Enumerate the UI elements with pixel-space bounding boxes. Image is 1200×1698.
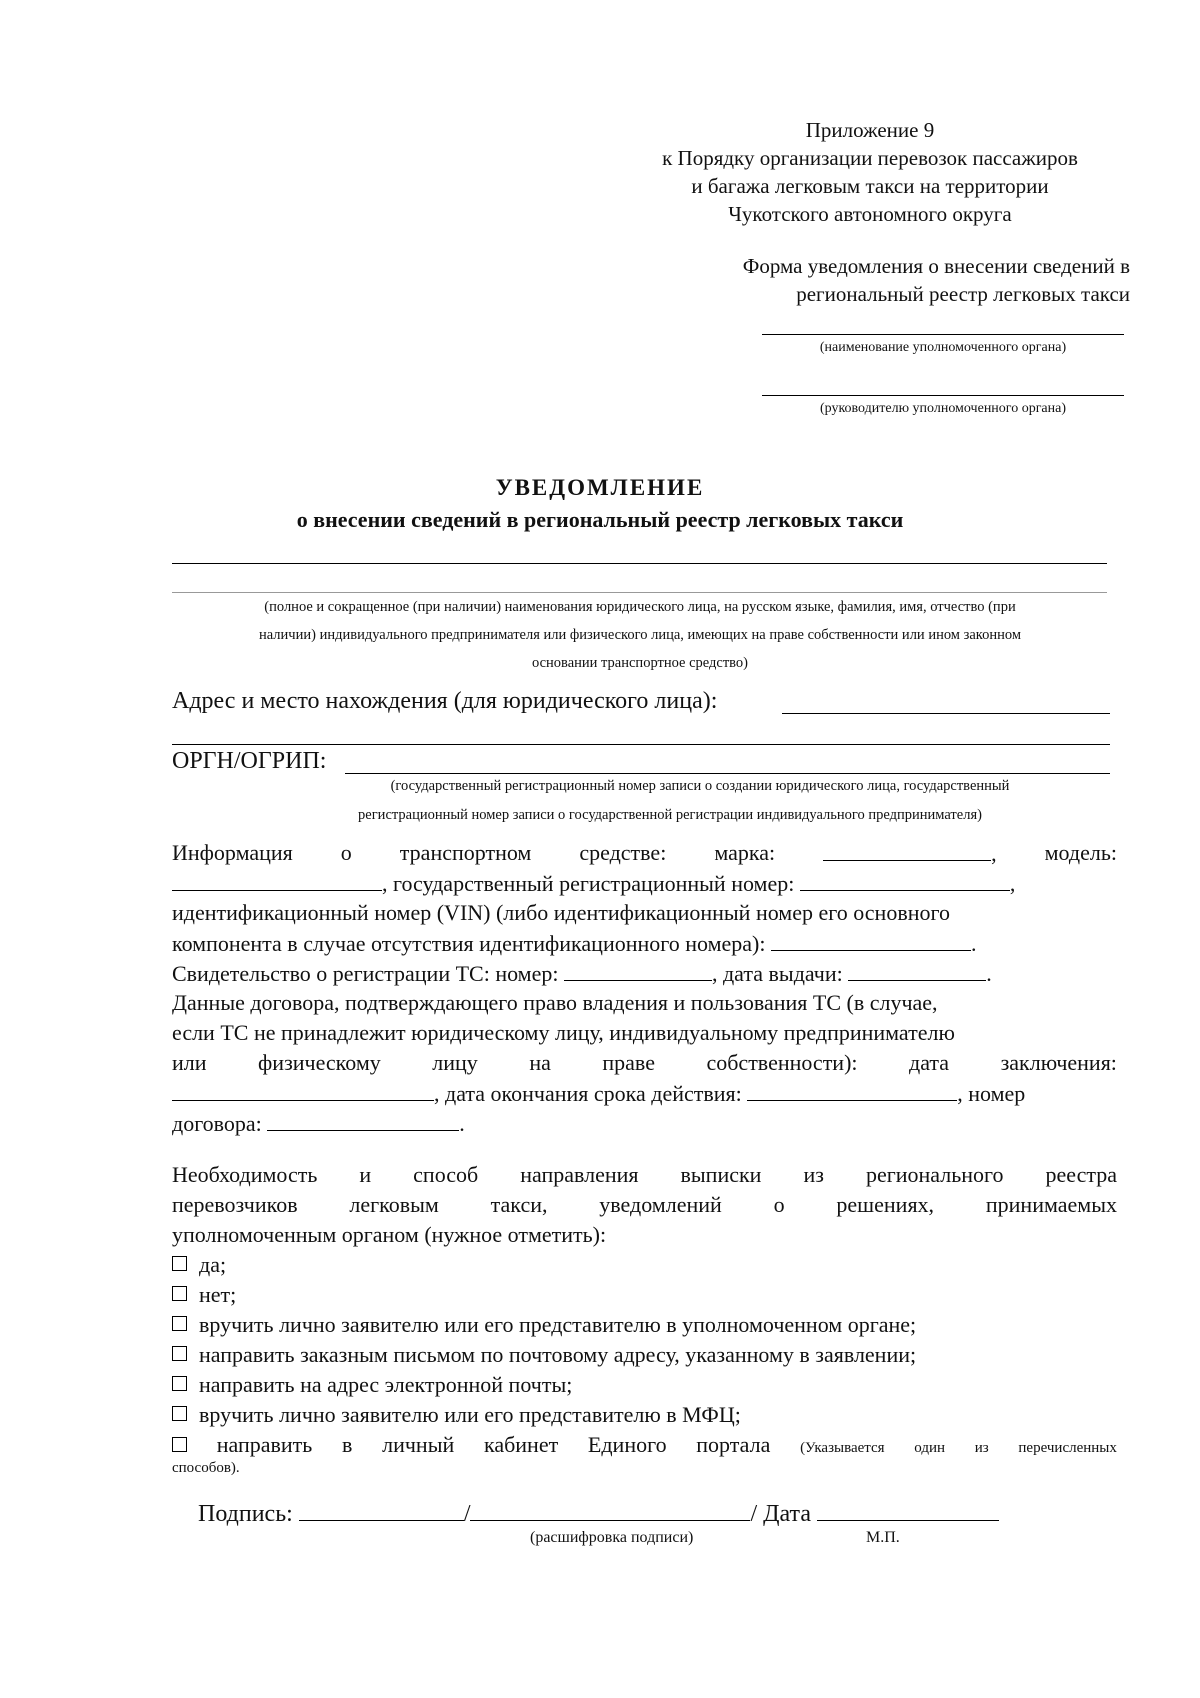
- authority-name-caption: (наименование уполномоченного органа): [819, 340, 1067, 355]
- brand-field[interactable]: [823, 838, 991, 861]
- address-field-2[interactable]: [172, 744, 1110, 745]
- contract-line-1: Данные договора, подтверждающего право владения и пользования ТС (в случае,: [172, 990, 938, 1015]
- contract-word: физическому: [258, 1050, 381, 1075]
- ogrn-caption-line-1: (государственный регистрационный номер записи о создании юридического лица, государственный: [390, 778, 1010, 794]
- brand-label: марка:: [714, 840, 776, 865]
- portal-word: личный: [382, 1432, 455, 1457]
- reg-number-field[interactable]: [800, 868, 1010, 891]
- word: решениях,: [836, 1192, 935, 1217]
- address-label: Адрес и место нахождения (для юридического лица):: [172, 688, 718, 714]
- necessity-line-1: [172, 1160, 1117, 1190]
- end-date-field[interactable]: [747, 1078, 957, 1101]
- vehicle-info-line-1: Информация о транспортном средстве: марка: , модель:: [172, 838, 1117, 869]
- portal-word: портала: [696, 1432, 771, 1457]
- issue-date-field[interactable]: [848, 958, 986, 981]
- word: направления: [520, 1162, 639, 1187]
- authority-head-caption: (руководителю уполномоченного органа): [819, 401, 1067, 416]
- word: перевозчиков: [172, 1192, 298, 1217]
- appendix-number: Приложение 9: [805, 118, 935, 142]
- signature-decoding-field[interactable]: [470, 1496, 750, 1521]
- vin-field[interactable]: [771, 928, 971, 951]
- end-date-label: , дата окончания срока действия:: [434, 1081, 742, 1106]
- contract-number-label: , номер: [957, 1081, 1026, 1106]
- authority-name-field[interactable]: [762, 334, 1124, 335]
- portal-note-word: из: [974, 1440, 989, 1456]
- checkbox-icon[interactable]: [172, 1376, 187, 1391]
- contract-word: собственности):: [706, 1050, 858, 1075]
- applicant-name-field-2[interactable]: [172, 592, 1107, 593]
- word: такси,: [490, 1192, 548, 1217]
- reg-number-label: , государственный регистрационный номер:: [382, 871, 795, 896]
- contract-label: договора:: [172, 1111, 262, 1136]
- appendix-line-3: и багажа легковым такси на территории: [691, 174, 1049, 198]
- word: регионального: [865, 1162, 1004, 1187]
- ogrn-label: ОРГН/ОГРИП:: [172, 748, 327, 774]
- document-subtitle: о внесении сведений в региональный реестр легковых такси: [296, 507, 904, 532]
- signature-field[interactable]: [299, 1496, 464, 1521]
- form-title-line-1: Форма уведомления о внесении сведений в: [742, 254, 1130, 278]
- word: реестра: [1045, 1162, 1117, 1187]
- word: способ: [413, 1162, 479, 1187]
- model-label: модель:: [1044, 840, 1117, 865]
- word: Необходимость: [172, 1162, 318, 1187]
- vin-line-2: компонента в случае отсутствия идентификационного номера): .: [172, 928, 977, 959]
- contract-line-4: [172, 1078, 1025, 1109]
- checkbox-icon[interactable]: [172, 1256, 187, 1271]
- appendix-line-2: к Порядку организации перевозок пассажиров: [662, 146, 1078, 170]
- checkbox-icon[interactable]: [172, 1316, 187, 1331]
- contract-word: праве: [602, 1050, 655, 1075]
- portal-word: в: [342, 1432, 353, 1457]
- word: принимаемых: [985, 1192, 1117, 1217]
- issue-date-label: , дата выдачи:: [711, 961, 843, 986]
- applicant-caption-line-3: основании транспортное средство): [531, 655, 748, 671]
- conclusion-date-label: заключения:: [1000, 1050, 1117, 1075]
- ogrn-field[interactable]: [345, 773, 1110, 774]
- vin-line: идентификационный номер (VIN) (либо идентификационный номер его основного: [172, 900, 950, 925]
- applicant-caption-line-2: наличии) индивидуального предпринимателя или физического лица, имеющих на праве собственности или ином законном: [258, 627, 1021, 643]
- vehicle-info-line-2: , государственный регистрационный номер: ,: [172, 868, 1015, 899]
- option-registered-mail[interactable]: направить заказным письмом по почтовому адресу, указанному в заявлении;: [172, 1340, 916, 1370]
- contract-word: или: [172, 1050, 207, 1075]
- contract-number-field[interactable]: [267, 1108, 459, 1131]
- ogrn-caption-line-2: регистрационный номер записи о государственной регистрации индивидуального предпринимателя): [358, 807, 982, 823]
- checkbox-icon[interactable]: [172, 1406, 187, 1421]
- certificate-label: Свидетельство о регистрации ТС: номер:: [172, 961, 559, 986]
- vehicle-word: средстве:: [579, 840, 667, 865]
- vehicle-word: транспортном: [399, 840, 532, 865]
- word: выписки: [680, 1162, 762, 1187]
- conclusion-date-field[interactable]: [172, 1078, 434, 1101]
- portal-word: Единого: [587, 1432, 667, 1457]
- signature-label: Подпись:: [198, 1501, 293, 1527]
- vehicle-word: о: [340, 840, 352, 865]
- necessity-line-2: [172, 1190, 1117, 1220]
- option-portal[interactable]: [172, 1430, 1117, 1463]
- portal-note-end: способов).: [172, 1460, 240, 1476]
- signature-decoding-caption: (расшифровка подписи): [530, 1529, 694, 1546]
- option-yes[interactable]: да;: [172, 1250, 226, 1280]
- authority-head-field[interactable]: [762, 395, 1124, 396]
- address-field[interactable]: [782, 713, 1110, 714]
- portal-note-word: один: [914, 1440, 946, 1456]
- option-mfc[interactable]: вручить лично заявителю или его представителю в МФЦ;: [172, 1400, 741, 1430]
- option-no[interactable]: нет;: [172, 1280, 236, 1310]
- checkbox-icon[interactable]: [172, 1346, 187, 1361]
- option-email[interactable]: направить на адрес электронной почты;: [172, 1370, 572, 1400]
- certificate-number-field[interactable]: [564, 958, 712, 981]
- portal-note-word: (Указывается: [800, 1440, 885, 1456]
- vin-label: компонента в случае отсутствия идентификационного номера):: [172, 931, 766, 956]
- word: из: [803, 1162, 824, 1187]
- form-title-line-2: региональный реестр легковых такси: [796, 282, 1130, 306]
- word: уведомлений: [599, 1192, 722, 1217]
- word: и: [359, 1162, 372, 1187]
- necessity-line-3: уполномоченным органом (нужное отметить):: [172, 1222, 607, 1247]
- vehicle-word: Информация: [172, 840, 293, 865]
- portal-word: направить: [216, 1432, 313, 1457]
- model-field[interactable]: [172, 868, 382, 891]
- contract-line-2: если ТС не принадлежит юридическому лицу, индивидуальному предпринимателю: [172, 1020, 955, 1045]
- contract-word: лицу: [432, 1050, 478, 1075]
- contract-word: дата: [909, 1050, 950, 1075]
- certificate-line: Свидетельство о регистрации ТС: номер: , дата выдачи: .: [172, 958, 992, 989]
- portal-word: кабинет: [483, 1432, 559, 1457]
- word: о: [773, 1192, 785, 1217]
- contract-word: на: [529, 1050, 551, 1075]
- date-label: / Дата: [750, 1501, 811, 1527]
- appendix-line-4: Чукотского автономного округа: [728, 202, 1012, 226]
- checkbox-icon[interactable]: [172, 1286, 187, 1301]
- date-field[interactable]: [817, 1496, 999, 1521]
- applicant-caption-line-1: (полное и сокращенное (при наличии) наименования юридического лица, на русском языке, фамилия, имя, отчество (при: [264, 599, 1016, 615]
- signature-row: Подпись: / / Дата: [198, 1496, 999, 1528]
- option-in-person[interactable]: вручить лично заявителю или его представителю в уполномоченном органе;: [172, 1310, 916, 1340]
- contract-line-5: договора: .: [172, 1108, 465, 1139]
- document-title: УВЕДОМЛЕНИЕ: [495, 475, 705, 500]
- applicant-name-field[interactable]: [172, 563, 1107, 564]
- checkbox-icon[interactable]: [172, 1437, 187, 1452]
- portal-note-word: перечисленных: [1018, 1440, 1117, 1456]
- seal-caption: М.П.: [866, 1529, 900, 1546]
- word: легковым: [349, 1192, 439, 1217]
- contract-line-3: [172, 1048, 1117, 1078]
